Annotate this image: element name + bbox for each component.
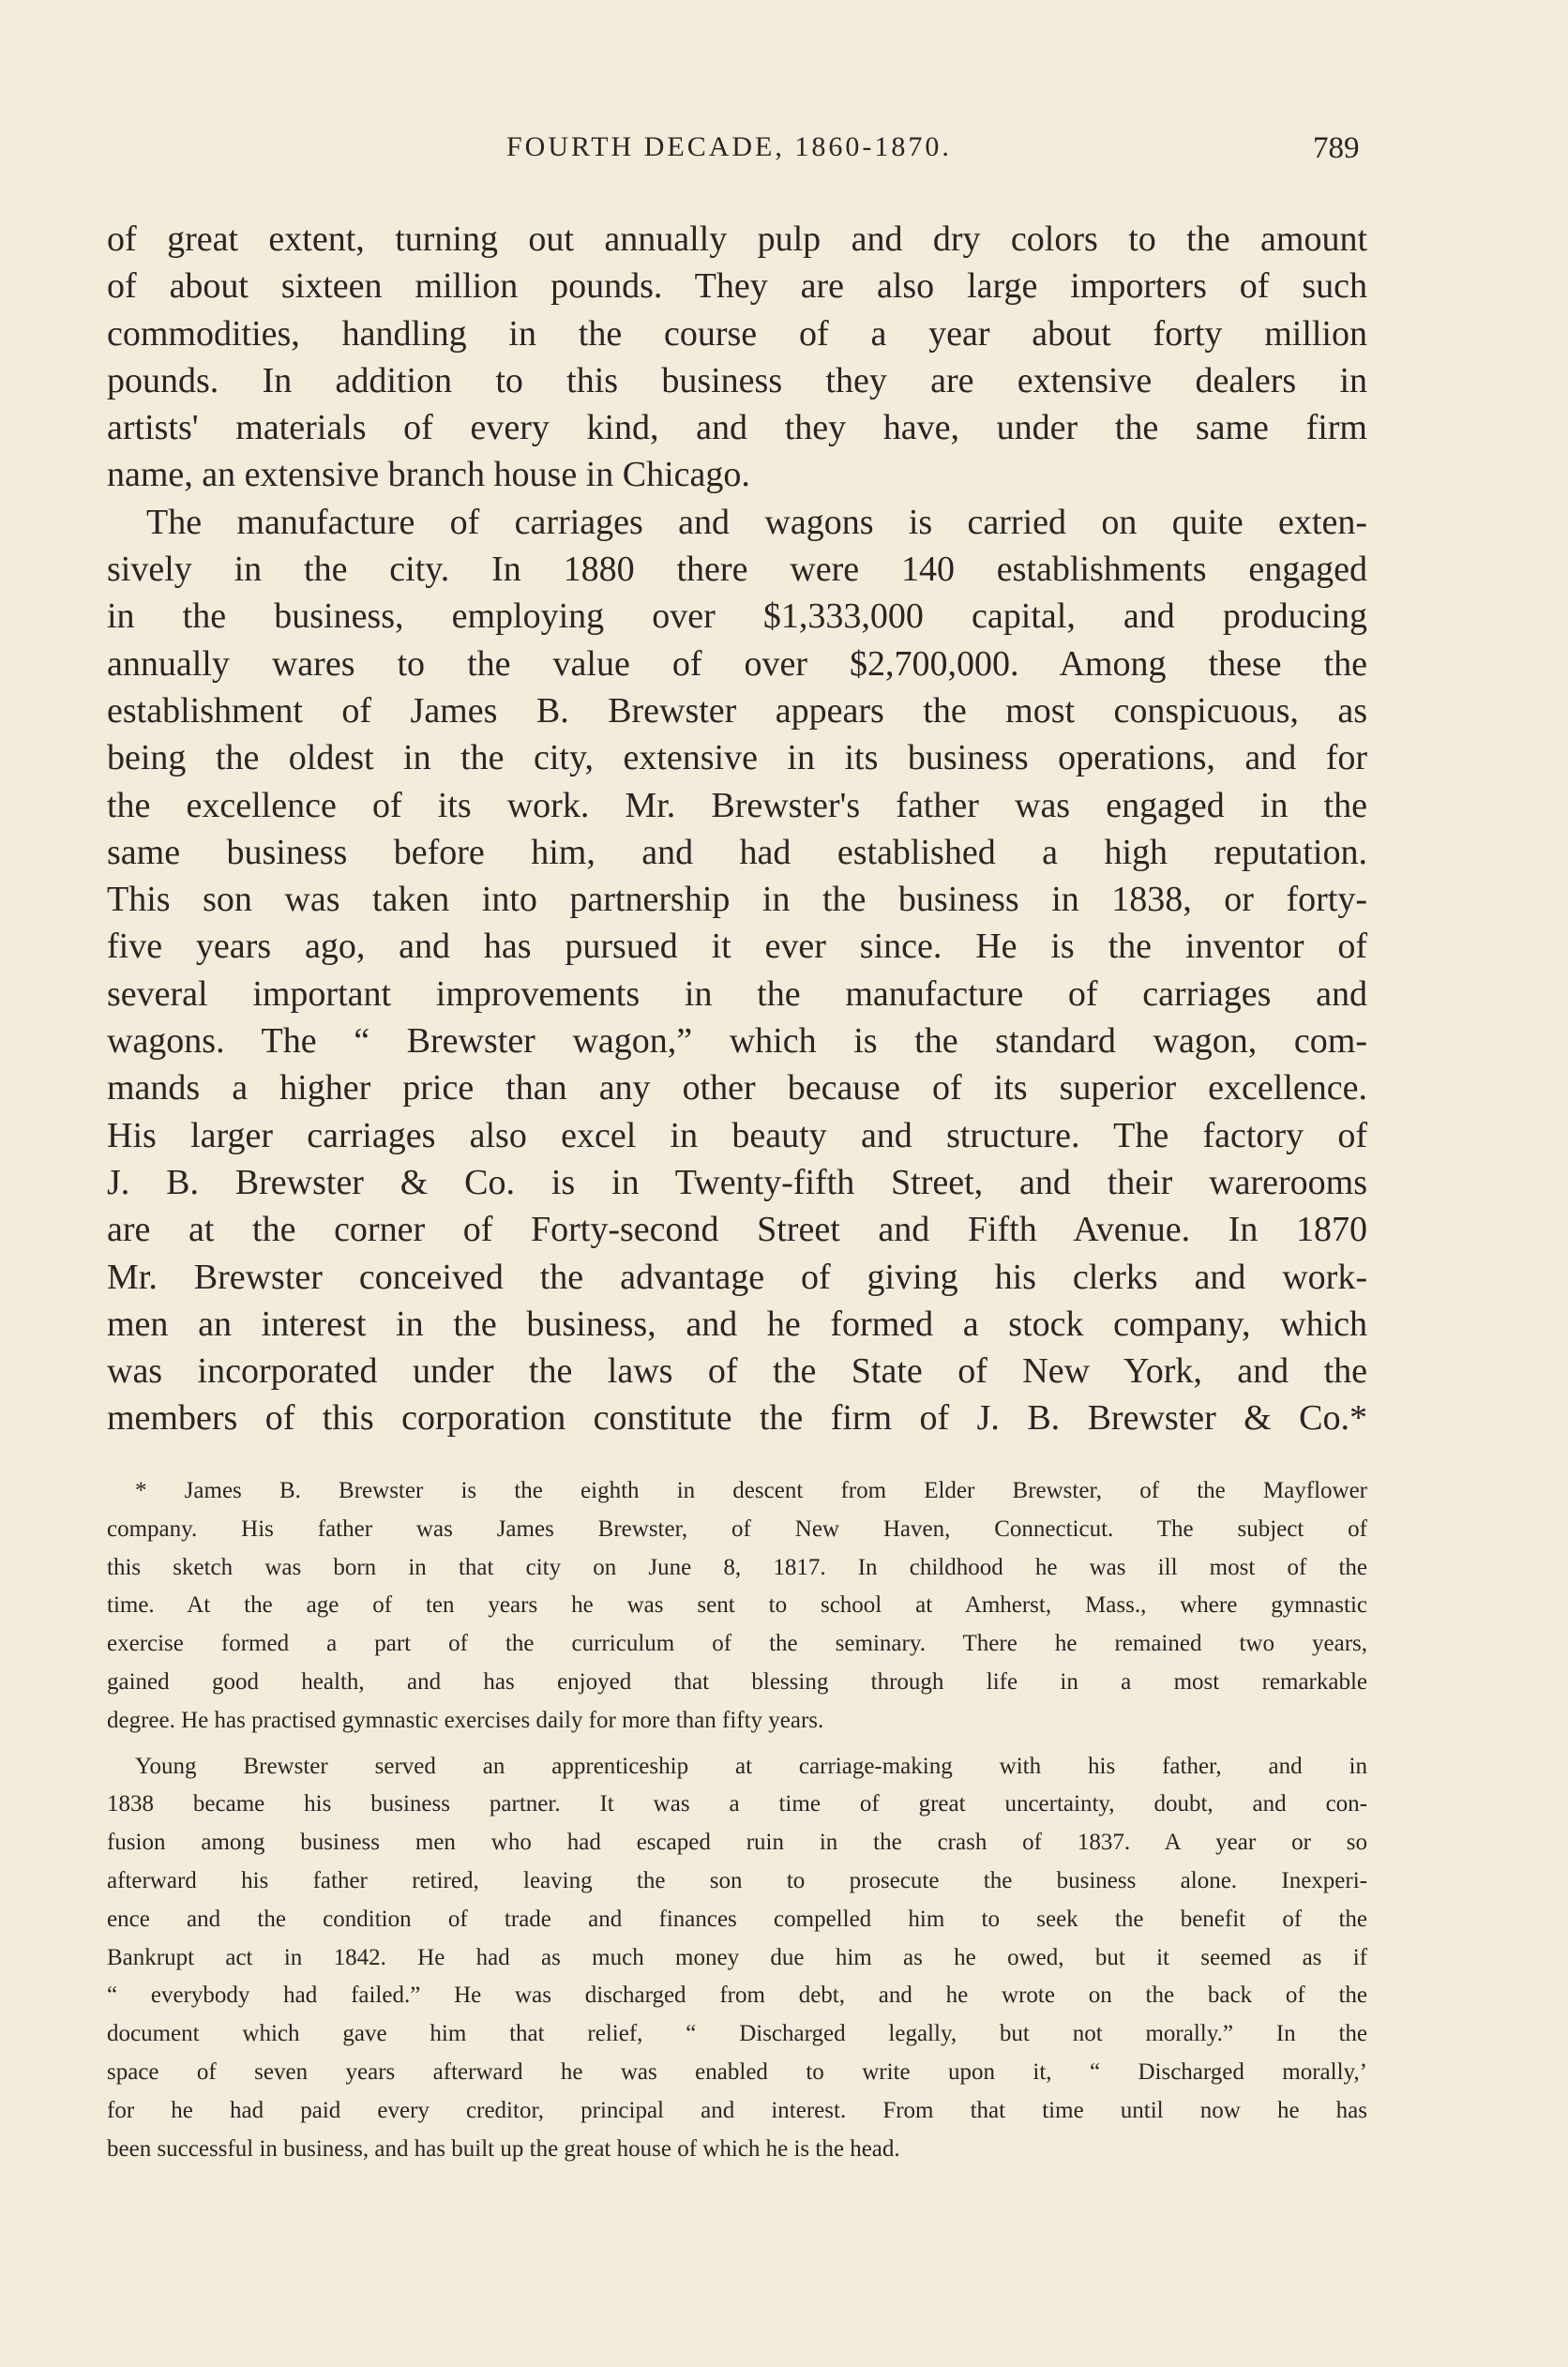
running-head-title: FOURTH DECADE, 1860-1870. — [506, 131, 952, 162]
body-line: was incorporated under the laws of the State of New York, and the — [107, 1351, 1367, 1392]
footnote-line: company. His father was James Brewster, of New Haven, Connecticut. The subject of — [107, 1515, 1367, 1542]
page-number: 789 — [1313, 131, 1360, 165]
body-line: This son was taken into partnership in the business in 1838, or forty- — [107, 880, 1367, 920]
body-line: men an interest in the business, and he formed a stock company, which — [107, 1304, 1367, 1344]
body-line: five years ago, and has pursued it ever since. He is the inventor of — [107, 927, 1367, 967]
body-line: Mr. Brewster conceived the advantage of giving his clerks and work- — [107, 1257, 1367, 1297]
footnote-line: fusion among business men who had escaped ruin in the crash of 1837. A year or so — [107, 1830, 1367, 1856]
body-line: in the business, employing over $1,333,000 capital, and producing — [107, 596, 1367, 637]
footnote-line: gained good health, and has enjoyed that blessing through life in a most remarkable — [107, 1668, 1367, 1695]
footnote-line: been successful in business, and has built up the great house of which he is the head. — [107, 2135, 900, 2162]
footnote-line: space of seven years afterward he was enabled to write upon it, “ Discharged morally,’ — [107, 2058, 1367, 2085]
body-line: His larger carriages also excel in beauty and structure. The factory of — [107, 1115, 1367, 1155]
body-line: the excellence of its work. Mr. Brewster's father was engaged in the — [107, 785, 1367, 825]
body-line: wagons. The “ Brewster wagon,” which is the standard wagon, com- — [107, 1021, 1367, 1062]
footnote-line: Bankrupt act in 1842. He had as much money due him as he owed, but it seemed as if — [107, 1944, 1367, 1970]
body-line: same business before him, and had established a high reputation. — [107, 832, 1367, 872]
body-line: name, an extensive branch house in Chicago. — [107, 455, 750, 495]
body-line: several important improvements in the manufacture of carriages and — [107, 973, 1367, 1014]
footnote-line: for he had paid every creditor, principal and interest. From that time until now he has — [107, 2097, 1367, 2123]
body-line: of about sixteen million pounds. They are also large importers of such — [107, 266, 1367, 307]
footnote-line: ence and the condition of trade and finances compelled him to seek the benefit of the — [107, 1906, 1367, 1932]
body-line: sively in the city. In 1880 there were 140 establishments engaged — [107, 550, 1367, 590]
footnotes — [107, 1472, 1367, 2168]
body-line: commodities, handling in the course of a year about forty million — [107, 313, 1367, 354]
footnote-line: this sketch was born in that city on June 8, 1817. In childhood he was ill most of the — [107, 1554, 1367, 1580]
body-line: The manufacture of carriages and wagons is carried on quite exten- — [146, 502, 1367, 542]
body-line: being the oldest in the city, extensive in its business operations, and for — [107, 738, 1367, 778]
body-line: establishment of James B. Brewster appears the most conspicuous, as — [107, 690, 1367, 731]
body-line: artists' materials of every kind, and they have, under the same firm — [107, 408, 1367, 448]
footnote-line: time. At the age of ten years he was sent to school at Amherst, Mass., where gymnastic — [107, 1592, 1367, 1619]
body-text — [107, 216, 1367, 1442]
paragraph-gap — [107, 1741, 1367, 1748]
body-line: are at the corner of Forty-second Street and Fifth Avenue. In 1870 — [107, 1210, 1367, 1250]
footnote-line: afterward his father retired, leaving the son to prosecute the business alone. Inexperi- — [107, 1867, 1367, 1893]
footnote-line: * James B. Brewster is the eighth in descent from Elder Brewster, of the Mayflower — [135, 1478, 1367, 1503]
footnote-line: Young Brewster served an apprenticeship at carriage-making with his father, and in — [135, 1753, 1367, 1779]
body-line: mands a higher price than any other because of its superior excellence. — [107, 1068, 1367, 1108]
footnote-line: degree. He has practised gymnastic exercises daily for more than fifty years. — [107, 1707, 824, 1733]
footnote-line: “ everybody had failed.” He was discharged from debt, and he wrote on the back of the — [107, 1983, 1367, 2009]
body-line: members of this corporation constitute the firm of J. B. Brewster & Co.* — [107, 1398, 1367, 1439]
footnote-line: exercise formed a part of the curriculum of the seminary. There he remained two years, — [107, 1631, 1367, 1657]
body-line: of great extent, turning out annually pulp and dry colors to the amount — [107, 219, 1367, 259]
running-head — [0, 131, 1568, 173]
footnote-line: 1838 became his business partner. It was a time of great uncertainty, doubt, and con- — [107, 1791, 1367, 1817]
footnote-line: document which gave him that relief, “ Discharged legally, but not morally.” In the — [107, 2021, 1367, 2047]
body-line: pounds. In addition to this business they are extensive dealers in — [107, 360, 1367, 400]
body-line: J. B. Brewster & Co. is in Twenty-fifth Street, and their warerooms — [107, 1162, 1367, 1202]
body-line: annually wares to the value of over $2,700,000. Among these the — [107, 643, 1367, 684]
